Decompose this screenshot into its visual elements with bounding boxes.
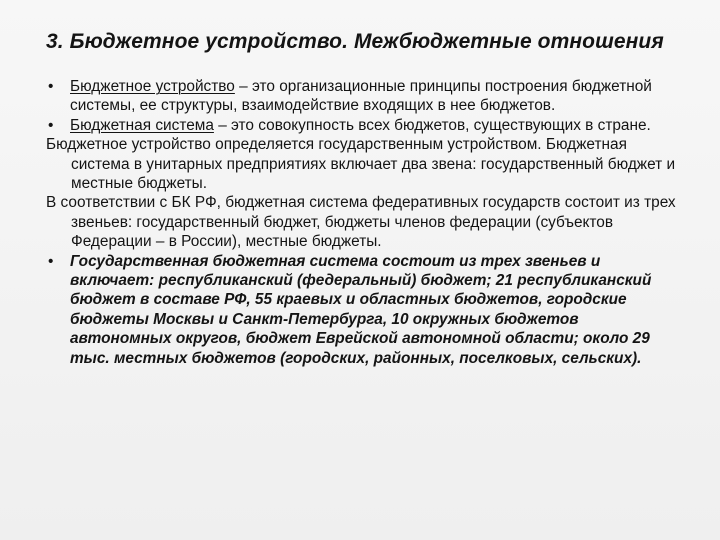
term-budget-system: Бюджетная система — [70, 116, 214, 134]
slide-content — [46, 77, 676, 368]
slide-title: 3. Бюджетное устройство. Межбюджетные отношения — [46, 30, 664, 53]
bullet-mark: • — [48, 252, 54, 270]
paragraph-federal-budget-system: В соответствии с БК РФ, бюджетная система федеративных государств состоит из трех звеньев: государственный бюджет, бюджеты членов федерации (субъектов Федерации – в России), местные бюджеты. — [46, 194, 676, 251]
paragraph-unitary-budget-system: Бюджетное устройство определяется государственным устройством. Бюджетная система в унитарных предприятиях включает два звена: государственный бюджет и местные бюджеты. — [46, 136, 676, 193]
bullet-mark: • — [48, 78, 54, 95]
bullet-item-state-budget-system — [46, 252, 676, 368]
state-budget-system-text: Государственная бюджетная система состоит из трех звеньев и включает: республиканский (федеральный) бюджет; 21 республиканский бюджет в составе РФ, 55 краевых и областных бюджетов, городские бюджеты Москвы и Санкт-Петербурга, 10 окружных бюджетов автономных округов, бюджет Еврейской автономной области; около 29 тыс. местных бюджетов (городских, районных, поселковых, сельских). — [70, 252, 652, 367]
bullet-mark: • — [48, 116, 54, 134]
term-budget-structure: Бюджетное устройство — [70, 78, 235, 95]
bullet-item-budget-system — [46, 116, 676, 135]
definition-budget-structure: – это организационные принципы построения бюджетной системы, ее структуры, взаимодействие входящих в нее бюджетов. — [70, 78, 652, 115]
bullet-item-budget-structure — [46, 77, 676, 116]
definition-budget-system: – это совокупность всех бюджетов, существующих в стране. — [213, 116, 651, 134]
